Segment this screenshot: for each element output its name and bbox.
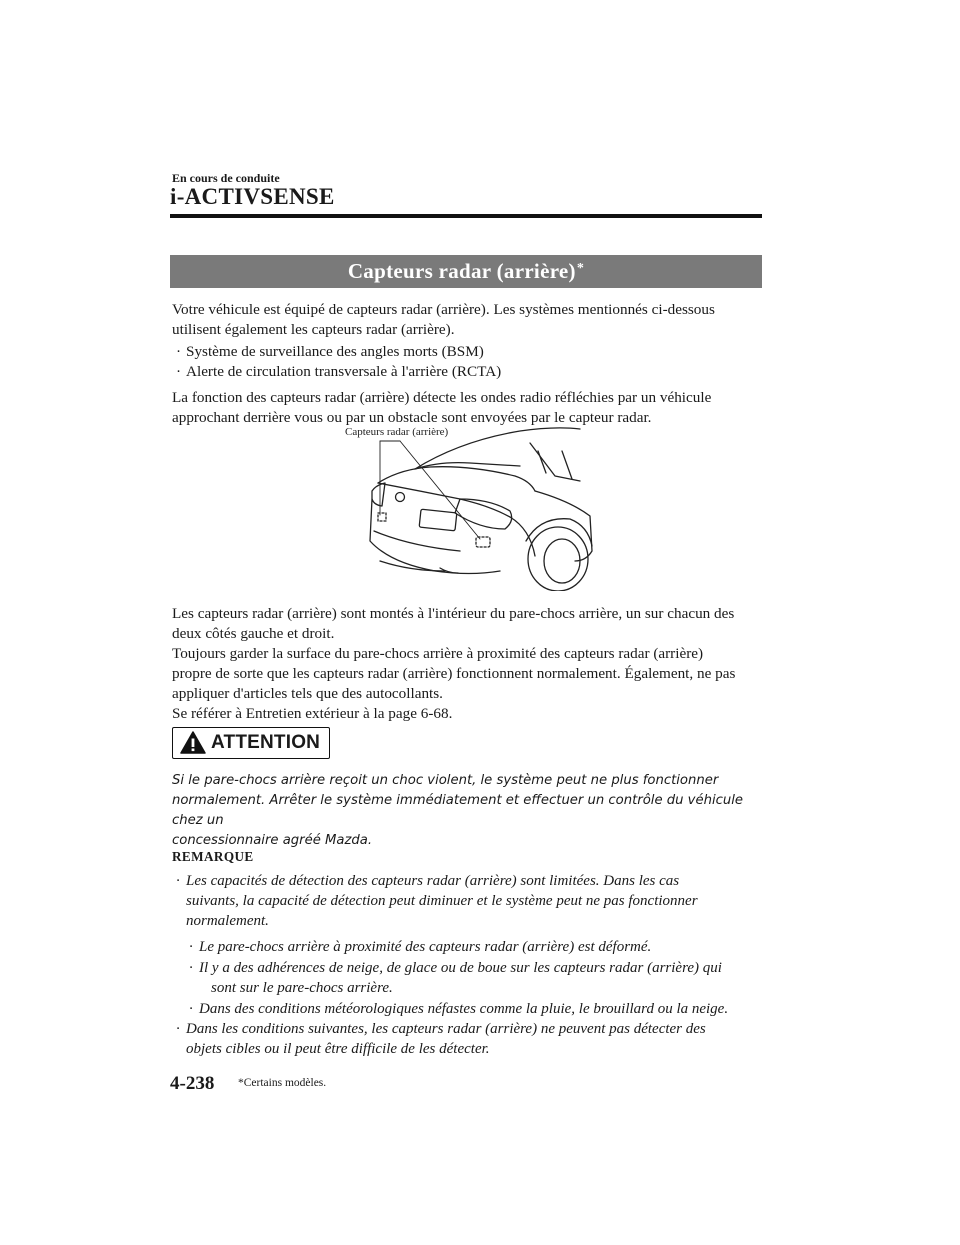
intro-line: approchant derrière vous ou par un obstacle sont envoyées par le capteur radar. [172,409,652,426]
remark-item-2 [176,1019,766,1059]
figure-label: Capteurs radar (arrière) [345,426,449,438]
chapter-rule [170,214,762,218]
bullet-mark: · [176,1021,180,1037]
banner-title: Capteurs radar (arrière) [347,259,576,283]
remark-line: Les capacités de détection des capteurs radar (arrière) sont limitées. Dans les cas [186,873,680,889]
bullet-mark: · [189,1001,193,1017]
attention-line: normalement. Arrêter le système immédiatement et effectuer un contrôle du véhicule chez un [172,793,743,828]
intro-paragraph-1 [172,300,766,340]
remark-sub-2 [189,958,769,998]
section-label: En cours de conduite [172,171,280,185]
body-line: deux côtés gauche et droit. [172,625,335,642]
remark-line: Le pare-chocs arrière à proximité des capteurs radar (arrière) est déformé. [199,939,652,955]
attention-text [172,771,766,851]
remark-line: Dans les conditions suivantes, les capteurs radar (arrière) ne peuvent pas détecter des [186,1021,706,1037]
attention-line: concessionnaire agréé Mazda. [172,833,373,848]
section-banner [170,255,762,288]
attention-label: ATTENTION [211,732,321,753]
body-line: propre de sorte que les capteurs radar (arrière) fonctionnent normalement. Également, ne pas [172,665,736,682]
body-line: Se référer à Entretien extérieur à la page 6-68. [172,705,453,722]
chapter-title: i-ACTIVSENSE [170,184,335,209]
intro-line: La fonction des capteurs radar (arrière) détecte les ondes radio réfléchies par un véhicule [172,389,712,406]
intro-line: Votre véhicule est équipé de capteurs radar (arrière). Les systèmes mentionnés ci-dessous [172,301,715,318]
remark-line: normalement. [186,913,269,929]
remark-line: Il y a des adhérences de neige, de glace ou de boue sur les capteurs radar (arrière) qui [199,960,722,976]
bullet-mark: · [176,873,180,889]
remark-item-1 [176,871,766,931]
body-line: Les capteurs radar (arrière) sont montés à l'intérieur du pare-chocs arrière, un sur chacun des [172,605,735,622]
remark-line: objets cibles ou il peut être difficile de les détecter. [186,1041,490,1057]
bullet-mark: · [189,939,193,955]
body-line: Toujours garder la surface du pare-chocs arrière à proximité des capteurs radar (arrière) [172,645,704,662]
intro-line: utilisent également les capteurs radar (arrière). [172,321,455,338]
remark-line: suivants, la capacité de détection peut diminuer et le système peut ne pas fonctionner [186,893,698,909]
remark-title: REMARQUE [172,849,254,864]
remark-sub-3 [189,999,769,1019]
page-number: 4-238 [170,1073,215,1094]
warning-triangle-icon [179,729,207,757]
remark-line: sont sur le pare-chocs arrière. [211,980,393,996]
footnote: *Certains modèles. [238,1077,327,1089]
bullet-rcta: · Alerte de circulation transversale à l'arrière (RCTA) [186,362,501,382]
body-paragraph [172,604,766,724]
remark-line: Dans des conditions météorologiques néfastes comme la pluie, le brouillard ou la neige. [199,1001,729,1017]
bullet-bsm: · Système de surveillance des angles morts (BSM) [186,342,484,362]
body-line: appliquer d'articles tels que des autocollants. [172,685,443,702]
attention-box [172,727,330,759]
bullet-mark: · [189,960,193,976]
banner-asterisk: * [576,260,585,276]
attention-line: Si le pare-chocs arrière reçoit un choc violent, le système peut ne plus fonctionner [172,773,719,788]
rear-car-illustration [340,421,600,591]
remark-sub-1 [189,937,769,957]
